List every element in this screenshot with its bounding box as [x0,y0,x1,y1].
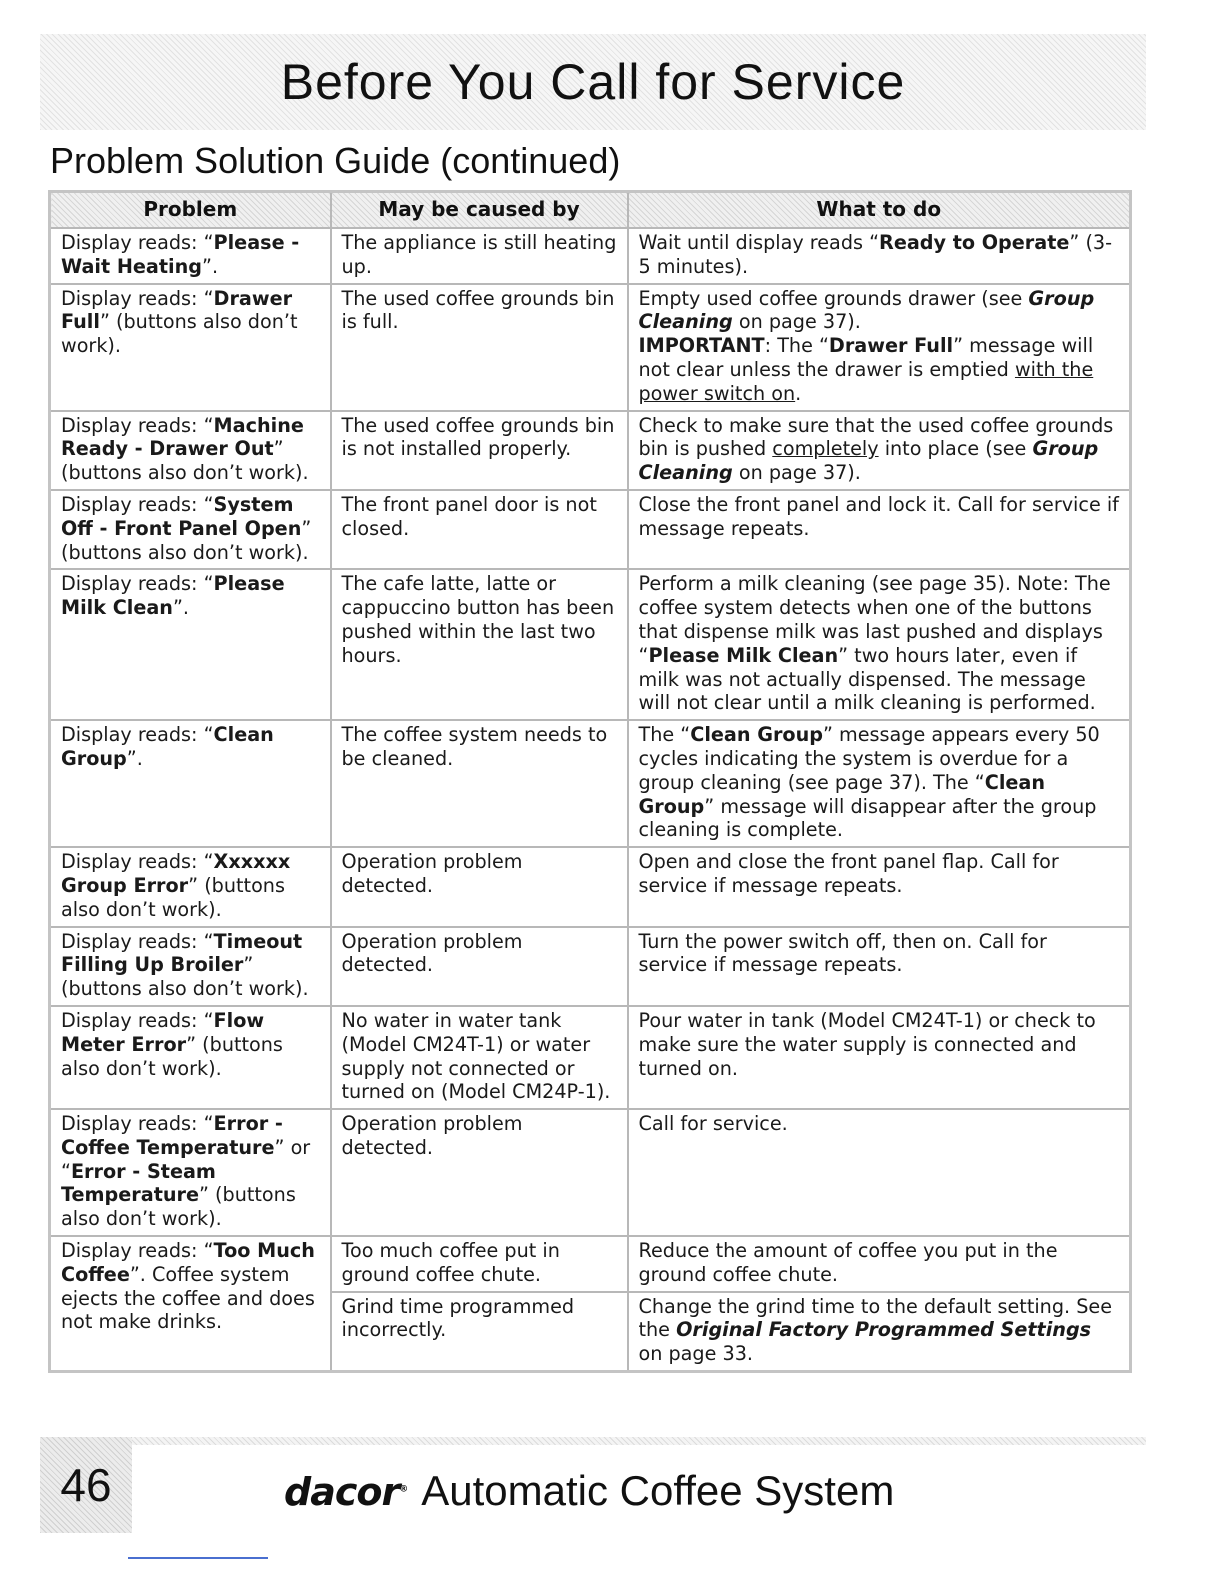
action-cell: Wait until display reads “Ready to Operate” (3-5 minutes). [628,228,1131,284]
action-cell: Open and close the front panel flap. Call for service if message repeats. [628,847,1131,926]
action-cell: Check to make sure that the used coffee grounds bin is pushed completely into place (see Group Cleaning on page 37). [628,411,1131,490]
cause-cell: The used coffee grounds bin is full. [331,284,628,411]
action-cell: Pour water in tank (Model CM24T-1) or check to make sure the water supply is connected and turned on. [628,1006,1131,1109]
problem-cell: Display reads: “Timeout Filling Up Broiler” (buttons also don’t work). [50,927,331,1006]
problem-cell: Display reads: “Machine Ready - Drawer Out” (buttons also don’t work). [50,411,331,490]
column-header-cause: May be caused by [331,192,628,229]
table-row [50,720,1131,847]
table-row [50,490,1131,569]
page-title: Before You Call for Service [280,54,906,110]
problem-cell: Display reads: “Flow Meter Error” (buttons also don’t work). [50,1006,331,1109]
cause-cell: The appliance is still heating up. [331,228,628,284]
dacor-logo-text: dacor [284,1470,400,1514]
problem-cell: Display reads: “Clean Group”. [50,720,331,847]
problem-solution-table [48,190,1132,1373]
action-cell: The “Clean Group” message appears every 50 cycles indicating the system is overdue for a group cleaning (see page 37). The “Clean Group” message will disappear after the group cleaning is complete. [628,720,1131,847]
footer-brand [284,1467,894,1515]
table-row [50,228,1131,284]
table-row [50,1006,1131,1109]
table-row [50,284,1131,411]
cause-cell: Operation problem detected. [331,927,628,1006]
problem-cell: Display reads: “Error - Coffee Temperature” or “Error - Steam Temperature” (buttons also don’t work). [50,1109,331,1236]
scan-artifact-line [128,1557,268,1559]
action-cell: Perform a milk cleaning (see page 35). Note: The coffee system detects when one of the buttons that dispense milk was last pushed and displays “Please Milk Clean” two hours later, even if milk was not actually dispensed. The message will not clear until a milk cleaning is performed. [628,569,1131,720]
table-row [50,569,1131,720]
table-row [50,411,1131,490]
table-header-row [50,192,1131,229]
action-cell: Reduce the amount of coffee you put in the ground coffee chute. [628,1236,1131,1292]
action-cell: Turn the power switch off, then on. Call for service if message repeats. [628,927,1131,1006]
column-header-problem: Problem [50,192,331,229]
problem-cell: Display reads: “Xxxxxx Group Error” (buttons also don’t work). [50,847,331,926]
cause-cell: No water in water tank (Model CM24T-1) or water supply not connected or turned on (Model CM24P-1). [331,1006,628,1109]
cause-cell: Grind time programmed incorrectly. [331,1292,628,1372]
table-row [50,1109,1131,1236]
cause-cell: Operation problem detected. [331,1109,628,1236]
cause-cell: The cafe latte, latte or cappuccino button has been pushed within the last two hours. [331,569,628,720]
product-title: Automatic Coffee System [421,1467,895,1514]
title-banner [40,34,1146,130]
problem-cell: Display reads: “System Off - Front Panel Open” (buttons also don’t work). [50,490,331,569]
problem-cell: Display reads: “Please Milk Clean”. [50,569,331,720]
table-row [50,1236,1131,1292]
cause-cell: Operation problem detected. [331,847,628,926]
dacor-logo: dacor® [284,1470,408,1514]
problem-cell: Display reads: “Drawer Full” (buttons also don’t work). [50,284,331,411]
cause-cell: The coffee system needs to be cleaned. [331,720,628,847]
cause-cell: The front panel door is not closed. [331,490,628,569]
footer-rule [40,1437,1146,1445]
cause-cell: The used coffee grounds bin is not installed properly. [331,411,628,490]
page-footer [40,1437,1146,1533]
action-cell: Call for service. [628,1109,1131,1236]
table-body [50,228,1131,1372]
cause-cell: Too much coffee put in ground coffee chute. [331,1236,628,1292]
action-cell: Empty used coffee grounds drawer (see Group Cleaning on page 37). IMPORTANT: The “Drawer Full” message will not clear unless the drawer is emptied with the power switch on. [628,284,1131,411]
problem-cell: Display reads: “Too Much Coffee”. Coffee system ejects the coffee and does not make drinks. [50,1236,331,1371]
column-header-action: What to do [628,192,1131,229]
section-subtitle: Problem Solution Guide (continued) [50,140,621,181]
table-row [50,847,1131,926]
problem-cell: Display reads: “Please - Wait Heating”. [50,228,331,284]
table-row [50,927,1131,1006]
action-cell: Close the front panel and lock it. Call for service if message repeats. [628,490,1131,569]
page-number: 46 [40,1437,132,1533]
action-cell: Change the grind time to the default setting. See the Original Factory Programmed Settings on page 33. [628,1292,1131,1372]
